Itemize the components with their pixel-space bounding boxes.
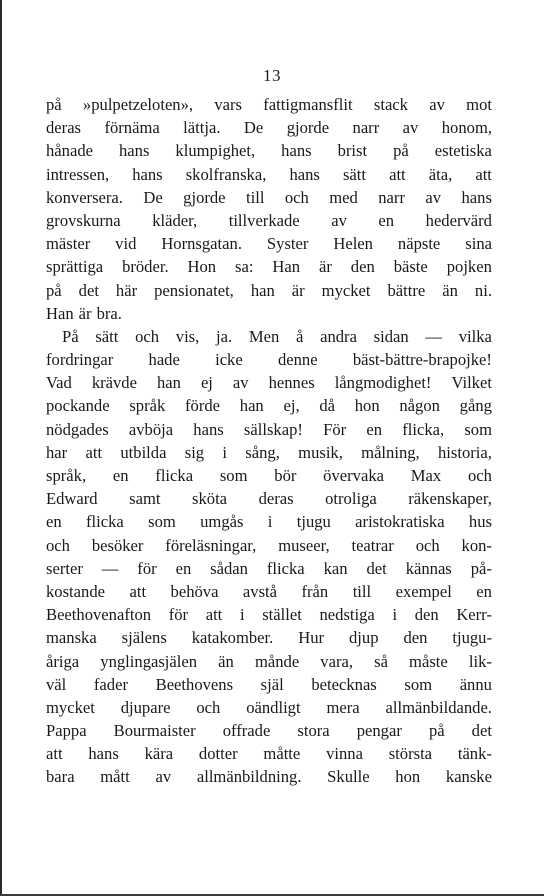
- word: måtte: [263, 744, 301, 764]
- word: språk,: [46, 466, 87, 485]
- word: som: [464, 419, 492, 439]
- word: brist: [337, 141, 368, 161]
- word: den: [414, 605, 439, 625]
- word: gjorde: [183, 187, 226, 207]
- word: vis,: [175, 326, 200, 346]
- word: hans: [461, 187, 492, 207]
- word: och: [467, 466, 492, 485]
- word: den: [350, 257, 375, 277]
- word: förde: [185, 396, 221, 416]
- word: här: [115, 280, 138, 300]
- word: en: [476, 581, 492, 601]
- word: allmänbildande.: [385, 697, 492, 717]
- word: som: [219, 466, 248, 485]
- word: kanske: [445, 767, 492, 787]
- word: på-: [470, 558, 492, 578]
- text-line: [46, 255, 492, 278]
- text-line: [46, 510, 492, 533]
- word: flicka: [155, 466, 194, 485]
- paragraph: [46, 93, 492, 325]
- word: Syster: [266, 234, 309, 254]
- word: av: [425, 187, 442, 207]
- word: hans: [88, 744, 119, 764]
- text-line: [46, 302, 492, 325]
- word: aristokratiska: [355, 512, 445, 532]
- word: allmänbildning.: [196, 767, 302, 787]
- text-line: [46, 371, 492, 394]
- word: flicka,: [402, 419, 445, 439]
- word: ej: [200, 373, 213, 393]
- word: av: [331, 210, 347, 230]
- text-line: [46, 580, 492, 603]
- word: pockande: [46, 396, 110, 416]
- text-line: [46, 673, 492, 696]
- word: mera: [326, 697, 360, 717]
- word: Skulle: [327, 767, 370, 787]
- word: deras: [46, 118, 82, 138]
- word: sig: [184, 442, 205, 462]
- word: att: [205, 605, 223, 625]
- word: sprättiga: [46, 257, 104, 277]
- word: från: [301, 581, 329, 601]
- word: själ: [260, 674, 284, 694]
- word: icke: [215, 350, 243, 370]
- word: en: [112, 466, 129, 485]
- word: sällskap!: [243, 419, 303, 439]
- word: det: [366, 558, 387, 578]
- word: Kerr-: [456, 605, 492, 625]
- word: för: [168, 605, 189, 625]
- word: historia,: [437, 442, 492, 462]
- word: kan: [323, 558, 348, 578]
- word: mycket: [321, 280, 371, 300]
- word: ännu: [459, 674, 492, 694]
- word: Hornsgatan.: [161, 234, 242, 254]
- page-number: 13: [263, 66, 281, 85]
- word: så: [374, 651, 388, 671]
- word: stället: [262, 605, 302, 625]
- word: den: [403, 628, 428, 648]
- word: att: [85, 442, 103, 462]
- word: största: [388, 744, 433, 764]
- word: att: [46, 744, 63, 764]
- word: teatrar: [351, 535, 394, 555]
- word: å: [295, 326, 304, 346]
- word: sköta: [192, 489, 228, 509]
- word: tänk-: [457, 744, 492, 764]
- word: behöva: [170, 581, 219, 601]
- word: otroliga: [325, 489, 377, 509]
- word: på: [393, 141, 409, 161]
- word: »pulpetzeloten»,: [82, 95, 194, 114]
- word: dotter: [198, 744, 238, 764]
- word: mot: [466, 95, 492, 114]
- text-line: [46, 487, 492, 510]
- word: andra: [320, 326, 357, 346]
- word: månde: [254, 651, 300, 671]
- word: tjugu-: [452, 628, 492, 648]
- word: att: [389, 164, 406, 184]
- word: på: [428, 721, 445, 741]
- word: umgås: [200, 512, 244, 532]
- word: grovskurna: [46, 210, 121, 230]
- word: hans: [281, 141, 312, 161]
- word: kostande: [46, 581, 105, 601]
- word: avstå: [242, 581, 278, 601]
- word: honom,: [441, 118, 492, 138]
- word: föreläsningar,: [165, 535, 257, 555]
- word: och: [284, 187, 309, 207]
- word: De: [243, 118, 264, 138]
- word: det: [78, 280, 99, 300]
- word: och: [46, 535, 70, 555]
- word: än: [442, 280, 458, 300]
- word: i: [239, 605, 245, 625]
- word: katakomber.: [191, 628, 274, 648]
- word: av: [155, 767, 172, 787]
- word: sätt: [342, 164, 366, 184]
- word: att: [475, 164, 492, 184]
- word: gjorde: [286, 118, 330, 138]
- word: som: [404, 674, 433, 694]
- word: manska: [46, 628, 97, 648]
- word: bör: [274, 466, 297, 485]
- word: till: [245, 187, 265, 207]
- body-text: [46, 93, 492, 789]
- word: förnäma: [104, 118, 160, 138]
- word: klumpighet,: [175, 141, 256, 161]
- word: krävde: [91, 373, 137, 393]
- text-line: [46, 186, 492, 209]
- word: vara,: [320, 651, 353, 671]
- word: Vad: [46, 373, 72, 393]
- word: De: [143, 187, 163, 207]
- word: bäst-bättre-brapojke!: [352, 350, 492, 370]
- word: med: [329, 187, 358, 207]
- word: vars: [214, 95, 242, 114]
- word: ej,: [283, 396, 300, 416]
- word: av: [402, 118, 419, 138]
- word: mått: [100, 767, 130, 787]
- text-line: [46, 464, 492, 487]
- word: det: [471, 721, 492, 741]
- word: av: [232, 373, 249, 393]
- word: —: [425, 326, 442, 346]
- text-line: [46, 394, 492, 417]
- word: sång,: [245, 442, 280, 462]
- word: räkenskaper,: [408, 489, 492, 509]
- word: Han: [46, 303, 74, 323]
- word: i: [267, 512, 273, 532]
- word: sådan: [210, 558, 248, 578]
- word: långmodighet!: [334, 373, 432, 393]
- word: djup: [349, 628, 379, 648]
- word: denne: [277, 350, 318, 370]
- word: sina: [465, 234, 492, 254]
- word: flicka: [86, 512, 124, 532]
- word: ni.: [474, 280, 492, 300]
- word: tjugu: [296, 512, 331, 532]
- word: musik,: [298, 442, 343, 462]
- word: museer,: [278, 535, 330, 555]
- word: är: [318, 257, 332, 277]
- word: narr: [352, 118, 380, 138]
- text-line: [46, 719, 492, 742]
- word: en: [366, 419, 383, 439]
- word: intressen,: [46, 164, 110, 184]
- word: Bourmaister: [113, 721, 196, 741]
- text-line: [46, 557, 492, 580]
- word: fattigmansflit: [263, 95, 353, 114]
- text-line: [46, 209, 492, 232]
- word: måste: [409, 651, 448, 671]
- text-line: [46, 603, 492, 626]
- word: språk: [129, 396, 166, 416]
- paragraph: [46, 325, 492, 789]
- word: åriga: [46, 651, 80, 671]
- text-line: [46, 232, 492, 255]
- word: För: [323, 419, 347, 439]
- word: att: [129, 581, 147, 601]
- word: pensionatet,: [154, 280, 234, 300]
- word: —: [101, 558, 119, 578]
- word: en: [46, 512, 62, 532]
- word: exempel: [395, 581, 452, 601]
- word: sidan: [373, 326, 409, 346]
- word: väl: [46, 674, 67, 694]
- word: Helen: [333, 234, 373, 254]
- word: i: [222, 442, 228, 462]
- word: estetiska: [434, 141, 492, 161]
- word: samt: [129, 489, 161, 509]
- word: På: [62, 326, 79, 346]
- word: narr: [378, 187, 405, 207]
- word: fordringar: [46, 350, 114, 370]
- text-line: [46, 348, 492, 371]
- word: är: [78, 303, 92, 323]
- word: i: [392, 605, 398, 625]
- word: Pappa: [46, 721, 87, 741]
- word: serter: [46, 558, 83, 578]
- word: utbilda: [120, 442, 167, 462]
- word: än: [218, 651, 234, 671]
- word: betecknas: [311, 674, 377, 694]
- text-line: [46, 93, 492, 116]
- word: mäster: [46, 234, 91, 254]
- word: som: [148, 512, 176, 532]
- word: hade: [148, 350, 180, 370]
- word: hans: [289, 164, 320, 184]
- word: djupare: [120, 697, 171, 717]
- word: offrade: [222, 721, 271, 741]
- word: på: [46, 95, 62, 114]
- word: sa:: [235, 257, 254, 277]
- word: är: [291, 280, 305, 300]
- word: nödgades: [46, 419, 109, 439]
- word: hans: [132, 164, 163, 184]
- word: hånade: [46, 141, 93, 161]
- word: Max: [410, 466, 442, 485]
- word: Hon: [187, 257, 217, 277]
- word: flicka: [266, 558, 305, 578]
- word: Edward: [46, 489, 98, 509]
- word: stora: [297, 721, 330, 741]
- word: Vilket: [451, 373, 492, 393]
- word: till: [352, 581, 372, 601]
- page-edge-left: [0, 0, 2, 896]
- word: en: [175, 558, 192, 578]
- text-line: [46, 765, 492, 788]
- word: bäste: [393, 257, 428, 277]
- word: målning,: [361, 442, 420, 462]
- word: hon: [354, 396, 380, 416]
- word: han: [239, 396, 264, 416]
- word: vilka: [458, 326, 492, 346]
- word: Men: [248, 326, 280, 346]
- text-line: [46, 163, 492, 186]
- word: kära: [144, 744, 174, 764]
- word: sätt: [95, 326, 119, 346]
- word: övervaka: [323, 466, 384, 485]
- word: oändligt: [246, 697, 301, 717]
- text-line: [46, 139, 492, 162]
- word: Hur: [298, 628, 325, 648]
- word: han: [250, 280, 275, 300]
- word: Beethovenafton: [46, 605, 152, 625]
- text-line: [46, 418, 492, 441]
- word: han: [156, 373, 181, 393]
- text-line: [46, 626, 492, 649]
- word: kännas: [405, 558, 452, 578]
- word: vinna: [326, 744, 363, 764]
- word: avböja: [128, 419, 174, 439]
- word: hans: [193, 419, 224, 439]
- text-line: [46, 650, 492, 673]
- word: hus: [468, 512, 492, 532]
- word: någon: [399, 396, 440, 416]
- word: deras: [258, 489, 294, 509]
- word: då: [319, 396, 335, 416]
- word: har: [46, 442, 68, 462]
- word: bättre: [387, 280, 426, 300]
- text-line: [46, 279, 492, 302]
- word: gång: [459, 396, 492, 416]
- word: vid: [115, 234, 137, 254]
- word: och: [415, 535, 440, 555]
- word: Beethovens: [155, 674, 234, 694]
- word: konversera.: [46, 187, 123, 207]
- word: på: [46, 280, 62, 300]
- word: ynglingasjälen: [100, 651, 198, 671]
- word: näpste: [397, 234, 441, 254]
- word: hon: [395, 767, 421, 787]
- word: Han: [272, 257, 301, 277]
- text-line: [46, 325, 492, 348]
- text-line: [46, 742, 492, 765]
- word: ja.: [216, 326, 233, 346]
- word: stack: [373, 95, 408, 114]
- word: äta,: [428, 164, 453, 184]
- word: tillverkade: [228, 210, 300, 230]
- word: för: [137, 558, 157, 578]
- word: lik-: [468, 651, 492, 671]
- word: kon-: [461, 535, 492, 555]
- word: skolfranska,: [185, 164, 267, 184]
- word: av: [429, 95, 445, 114]
- word: pojken: [446, 257, 492, 277]
- word: och: [135, 326, 160, 346]
- word: nedstiga: [319, 605, 375, 625]
- text-line: [46, 441, 492, 464]
- word: lättja.: [183, 118, 221, 138]
- text-line: [46, 534, 492, 557]
- word: och: [196, 697, 221, 717]
- word: fader: [93, 674, 128, 694]
- word: hennes: [268, 373, 315, 393]
- word: hans: [119, 141, 150, 161]
- word: bra.: [96, 303, 122, 323]
- word: bara: [46, 767, 75, 787]
- word: en: [378, 210, 395, 230]
- word: besöker: [91, 535, 144, 555]
- word: hedervärd: [425, 210, 492, 230]
- text-line: [46, 696, 492, 719]
- text-line: [46, 116, 492, 139]
- word: mycket: [46, 697, 95, 717]
- word: bröder.: [122, 257, 169, 277]
- word: själens: [121, 628, 167, 648]
- word: pengar: [356, 721, 402, 741]
- word: kläder,: [152, 210, 198, 230]
